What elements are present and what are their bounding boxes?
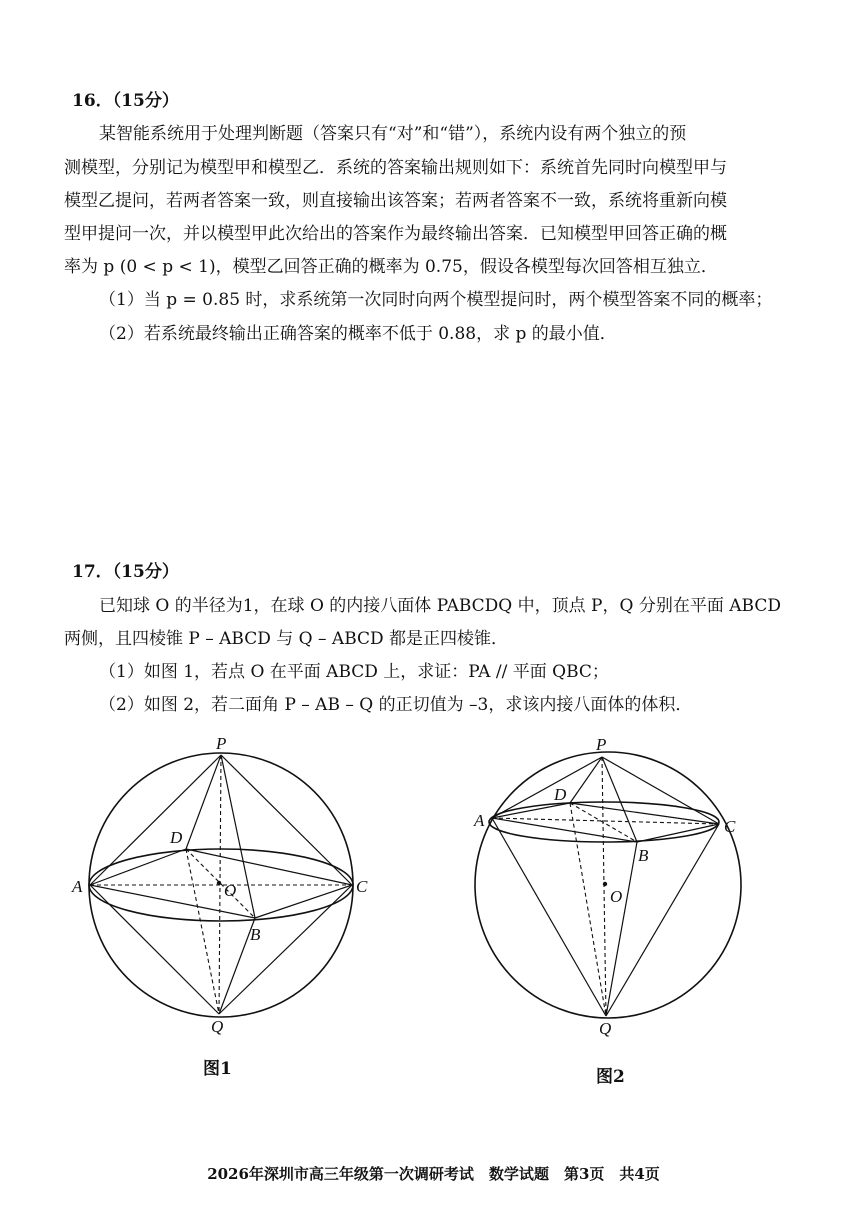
q17-part-2: （2）如图 2，若二面角 P – AB – Q 的正切值为 –3，求该内接八面体的体积． — [99, 695, 693, 715]
fig2-label-A: A — [474, 811, 485, 830]
figure-2-caption: 图2 — [596, 1067, 625, 1087]
q17-header: 17．（15分） — [72, 562, 179, 582]
fig1-label-Q: Q — [211, 1017, 224, 1036]
fig2-axis-PQ — [602, 757, 606, 1016]
fig1-label-D: D — [170, 828, 183, 847]
q17-part-1: （1）如图 1，若点 O 在平面 ABCD 上，求证：PA // 平面 QBC； — [99, 662, 609, 682]
q17-line-2: 两侧，且四棱锥 P – ABCD 与 Q – ABCD 都是正四棱锥． — [64, 629, 509, 649]
page-footer: 2026年深圳市高三年级第一次调研考试 数学试题 第3页 共4页 — [207, 1165, 660, 1183]
fig2-label-P: P — [596, 735, 607, 754]
fig2-label-D: D — [554, 785, 567, 804]
fig2-label-O: O — [610, 887, 623, 906]
fig1-label-B: B — [250, 925, 261, 944]
fig1-label-O: O — [224, 881, 237, 900]
fig1-label-A: A — [72, 877, 83, 896]
fig2-edge-AD — [492, 803, 570, 818]
q16-part-2: （2）若系统最终输出正确答案的概率不低于 0.88，求 p 的最小值． — [99, 324, 617, 344]
fig2-label-Q: Q — [599, 1019, 612, 1038]
fig2-label-C: C — [724, 817, 736, 836]
q16-line-4: 型甲提问一次，并以模型甲此次给出的答案作为最终输出答案．已知模型甲回答正确的概 — [64, 224, 727, 244]
fig2-edge-PD — [570, 757, 602, 803]
figure-1-caption: 图1 — [203, 1059, 232, 1079]
q16-header: 16．（15分） — [72, 91, 179, 111]
fig2-sphere — [475, 752, 741, 1018]
fig2-edge-AB — [492, 818, 637, 842]
fig2-center-dot — [603, 882, 607, 886]
q17-line-1: 已知球 O 的半径为1，在球 O 的内接八面体 PABCDQ 中，顶点 P，Q 分别在平面 ABCD — [99, 596, 781, 616]
fig1-label-P: P — [216, 734, 227, 753]
q16-line-2: 测模型，分别记为模型甲和模型乙．系统的答案输出规则如下：系统首先同时向模型甲与 — [64, 158, 727, 178]
q16-line-5: 率为 p (0 < p < 1)，模型乙回答正确的概率为 0.75，假设各模型每次回答相互独立． — [64, 257, 718, 277]
q16-line-3: 模型乙提问，若两者答案一致，则直接输出该答案；若两者答案不一致，系统将重新向模 — [64, 191, 727, 211]
fig2-edge-PB — [602, 757, 637, 842]
fig2-label-B: B — [638, 846, 649, 865]
fig2-edge-BC — [637, 824, 719, 842]
fig1-label-C: C — [356, 877, 368, 896]
q16-line-1: 某智能系统用于处理判断题（答案只有“对”和“错”），系统内设有两个独立的预 — [99, 124, 687, 144]
q16-part-1: （1）当 p = 0.85 时，求系统第一次同时向两个模型提问时，两个模型答案不同的概率； — [99, 290, 773, 310]
